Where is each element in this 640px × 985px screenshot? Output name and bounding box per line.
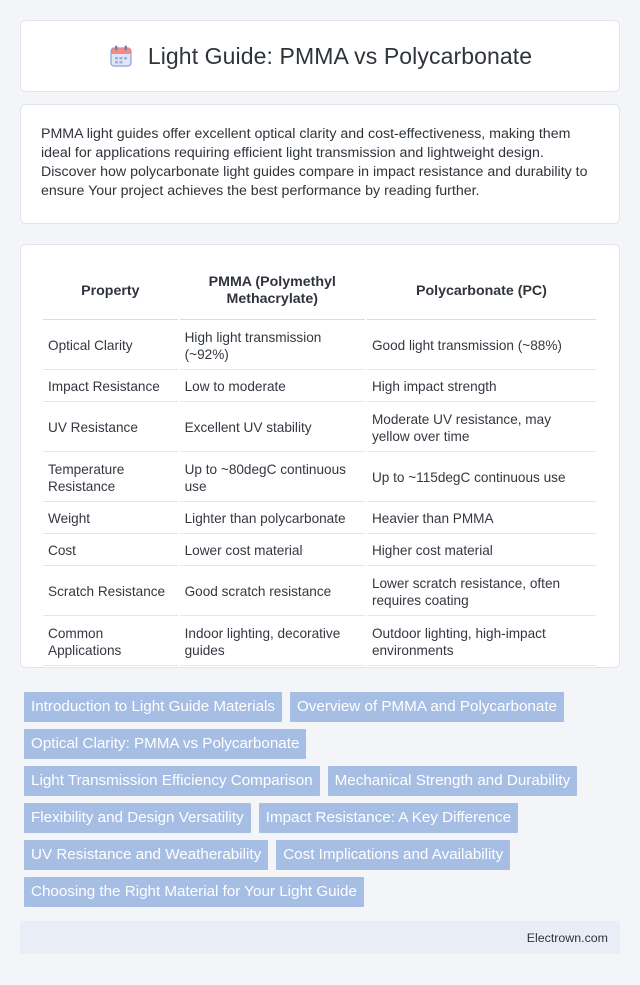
table-cell: Temperature Resistance — [43, 454, 178, 502]
tag-row — [24, 766, 614, 796]
header-property: Property — [43, 263, 178, 320]
page-title: Light Guide: PMMA vs Polycarbonate — [147, 42, 533, 69]
table-cell: Good light transmission (~88%) — [367, 322, 596, 370]
header-polycarbonate: Polycarbonate (PC) — [367, 263, 596, 320]
tag-row — [24, 803, 614, 833]
footer-brand[interactable]: Electrown.com — [526, 930, 608, 945]
table-cell: Moderate UV resistance, may yellow over time — [367, 404, 596, 452]
table-cell: Optical Clarity — [43, 322, 178, 370]
table-cell: Lighter than polycarbonate — [180, 504, 365, 534]
comparison-table-card — [20, 244, 620, 668]
title-wrap — [108, 43, 532, 70]
table-cell: Lower cost material — [180, 536, 365, 566]
table-cell: Cost — [43, 536, 178, 566]
title-card — [20, 20, 620, 92]
tag-row — [24, 877, 614, 907]
table-cell: Excellent UV stability — [180, 404, 365, 452]
table-row — [43, 536, 596, 566]
table-cell: Indoor lighting, decorative guides — [180, 618, 365, 666]
tag-link[interactable]: Impact Resistance: A Key Difference — [259, 803, 518, 833]
table-cell: Impact Resistance — [43, 372, 178, 402]
table-cell: Up to ~115degC continuous use — [367, 454, 596, 502]
footer — [20, 921, 620, 954]
tag-link[interactable]: Optical Clarity: PMMA vs Polycarbonate — [24, 729, 306, 759]
header-pmma: PMMA (Polymethyl Methacrylate) — [180, 263, 365, 320]
table-cell: Low to moderate — [180, 372, 365, 402]
table-row — [43, 372, 596, 402]
tag-row — [24, 729, 614, 759]
tag-row — [24, 692, 614, 722]
table-cell: High impact strength — [367, 372, 596, 402]
tag-link[interactable]: Introduction to Light Guide Materials — [24, 692, 282, 722]
table-cell: UV Resistance — [43, 404, 178, 452]
table-cell: Outdoor lighting, high-impact environments — [367, 618, 596, 666]
intro-card — [20, 104, 620, 224]
tag-link[interactable]: UV Resistance and Weatherability — [24, 840, 268, 870]
table-cell: High light transmission (~92%) — [180, 322, 365, 370]
table-cell: Higher cost material — [367, 536, 596, 566]
intro-paragraph: PMMA light guides offer excellent optical clarity and cost-effectiveness, making them ideal for applications requiring efficient light transmission and lightweight design. Discover how polycarbonate light guides compare in impact resistance and durability to ensure Your project achieves the best performance by reading further. — [41, 126, 588, 199]
table-row — [43, 618, 596, 666]
topic-tags — [24, 692, 614, 914]
tag-link[interactable]: Flexibility and Design Versatility — [24, 803, 251, 833]
table-row — [43, 568, 596, 616]
table-row — [43, 322, 596, 370]
calendar-icon — [108, 43, 134, 69]
table-cell: Scratch Resistance — [43, 568, 178, 616]
tag-row — [24, 840, 614, 870]
tag-link[interactable]: Choosing the Right Material for Your Light Guide — [24, 877, 364, 907]
table-cell: Up to ~80degC continuous use — [180, 454, 365, 502]
tag-link[interactable]: Mechanical Strength and Durability — [328, 766, 578, 796]
table-row — [43, 504, 596, 534]
tag-link[interactable]: Overview of PMMA and Polycarbonate — [290, 692, 564, 722]
table-cell: Good scratch resistance — [180, 568, 365, 616]
comparison-table — [41, 261, 598, 668]
table-cell: Weight — [43, 504, 178, 534]
table-header-row — [43, 263, 596, 320]
table-row — [43, 404, 596, 452]
table-cell: Common Applications — [43, 618, 178, 666]
tag-link[interactable]: Cost Implications and Availability — [276, 840, 510, 870]
table-cell: Heavier than PMMA — [367, 504, 596, 534]
tag-link[interactable]: Light Transmission Efficiency Comparison — [24, 766, 320, 796]
table-cell: Lower scratch resistance, often requires coating — [367, 568, 596, 616]
table-row — [43, 454, 596, 502]
